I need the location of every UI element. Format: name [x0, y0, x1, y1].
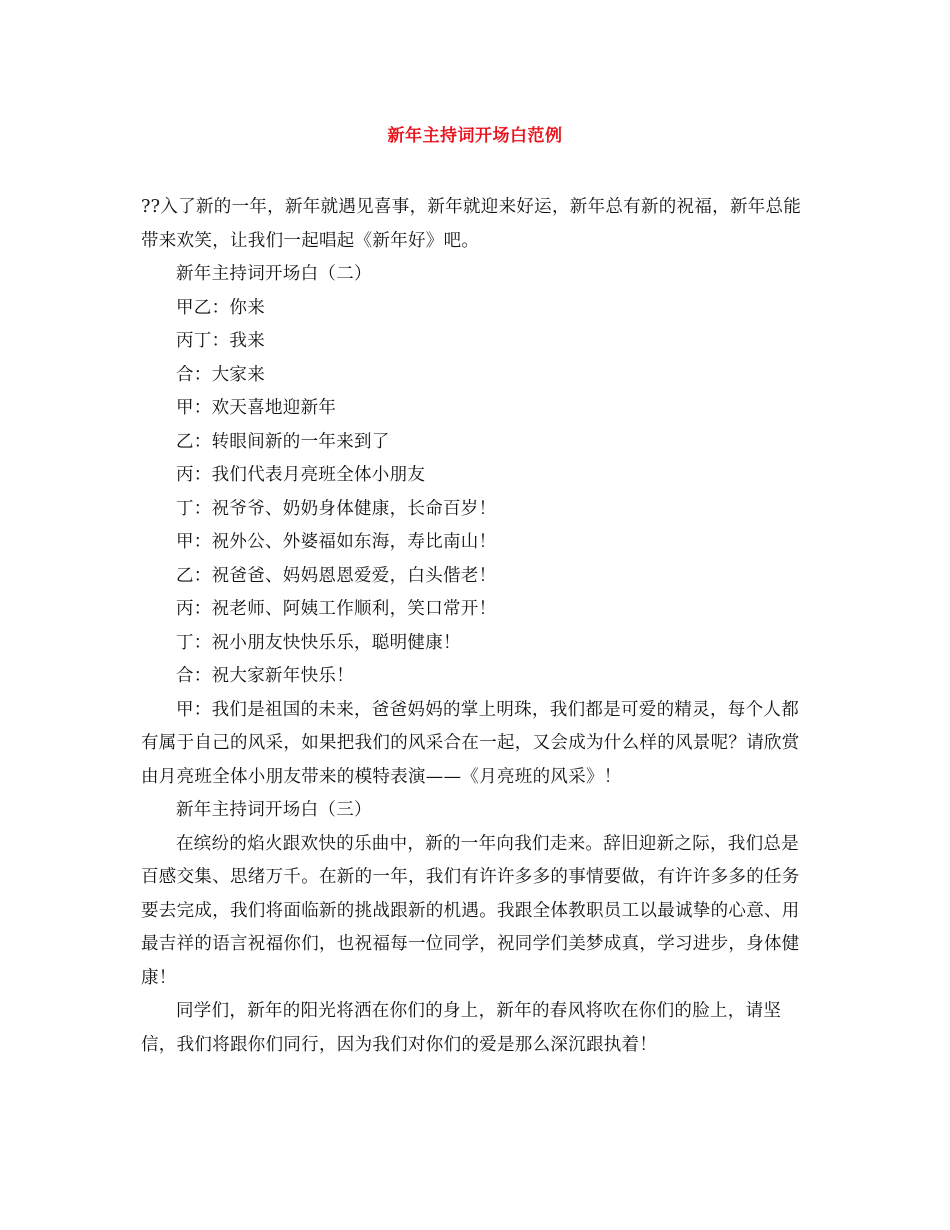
paragraph-models-show: 甲：我们是祖国的未来，爸爸妈妈的掌上明珠，我们都是可爱的精灵，每个人都有属于自己的风采，如果把我们的风采合在一起，又会成为什么样的风景呢？请欣赏由月亮班全体小朋友带来的模特表演——《月亮班的风采》！ [141, 699, 800, 787]
dialogue-line: 丁：祝爷爷、奶奶身体健康，长命百岁！ [176, 498, 497, 519]
document-body [141, 191, 811, 1062]
dialogue-line: 丙：祝老师、阿姨工作顺利，笑口常开！ [176, 599, 497, 619]
dialogue-line: 丁：祝小朋友快快乐乐，聪明健康！ [176, 632, 461, 653]
dialogue-line: 合：大家来 [176, 364, 265, 385]
dialogue-line: 丙：我们代表月亮班全体小朋友 [176, 465, 426, 485]
dialogue-line: 乙：祝爸爸、妈妈恩恩爱爱，白头偕老！ [176, 565, 497, 586]
dialogue-line: 合：祝大家新年快乐！ [176, 666, 354, 686]
dialogue-line: 乙：转眼间新的一年来到了 [176, 431, 390, 452]
section-heading-2: 新年主持词开场白（二） [176, 264, 372, 284]
dialogue-line: 甲：祝外公、外婆福如东海，寿比南山！ [176, 532, 497, 552]
paragraph-greetings: 在缤纷的焰火跟欢快的乐曲中，新的一年向我们走来。辞旧迎新之际，我们总是百感交集、思绪万千。在新的一年，我们有许许多多的事情要做，有许许多多的任务要去完成，我们将面临新的挑战跟新的机遇。我跟全体教职员工以最诚挚的心意、用最吉祥的语言祝福你们，也祝福每一位同学，祝同学们美梦成真，学习进步，身体健康！ [141, 833, 800, 988]
document-title: 新年主持词开场白范例 [387, 126, 563, 146]
paragraph-intro: ??入了新的一年，新年就遇见喜事，新年就迎来好运，新年总有新的祝福，新年总能带来欢笑，让我们一起唱起《新年好》吧。 [141, 197, 802, 251]
paragraph-closing: 同学们，新年的阳光将洒在你们的身上，新年的春风将吹在你们的脸上，请坚信，我们将跟你们同行，因为我们对你们的爱是那么深沉跟执着！ [141, 1001, 782, 1055]
dialogue-line: 丙丁：我来 [176, 331, 265, 351]
dialogue-line: 甲乙：你来 [176, 297, 265, 318]
dialogue-line: 甲：欢天喜地迎新年 [176, 398, 337, 418]
section-heading-3: 新年主持词开场白（三） [176, 800, 372, 820]
